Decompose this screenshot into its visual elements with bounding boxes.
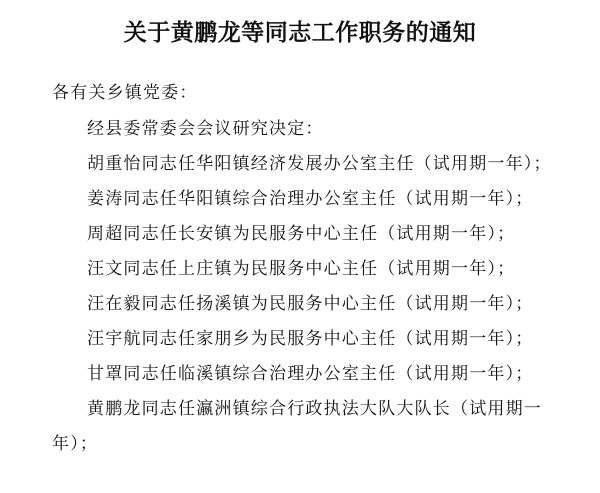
appointment-line: 黄鹏龙同志任瀛洲镇综合行政执法大队大队长（试用期一 <box>87 399 542 419</box>
appointment-line: 周超同志任长安镇为民服务中心主任（试用期一年）； <box>87 224 516 244</box>
appointment-line: 汪宇航同志任家朋乡为民服务中心主任（试用期一年）； <box>87 329 534 349</box>
appointment-line: 汪文同志任上庄镇为民服务中心主任（试用期一年）； <box>87 259 516 279</box>
salutation: 各有关乡镇党委： <box>52 83 198 103</box>
document-title: 关于黄鹏龙等同志工作职务的通知 <box>123 19 477 46</box>
intro-line: 经县委常委会会议研究决定： <box>87 119 324 139</box>
appointment-line: 胡重怡同志任华阳镇经济发展办公室主任（试用期一年）； <box>87 154 552 174</box>
appointment-line: 汪在毅同志任扬溪镇为民服务中心主任（试用期一年）； <box>87 294 534 314</box>
appointment-line: 姜涛同志任华阳镇综合治理办公室主任（试用期一年）； <box>87 189 534 209</box>
appointment-line: 甘罩同志任临溪镇综合治理办公室主任（试用期一年）； <box>87 364 534 384</box>
appointment-line-continuation: 年）； <box>52 434 99 454</box>
